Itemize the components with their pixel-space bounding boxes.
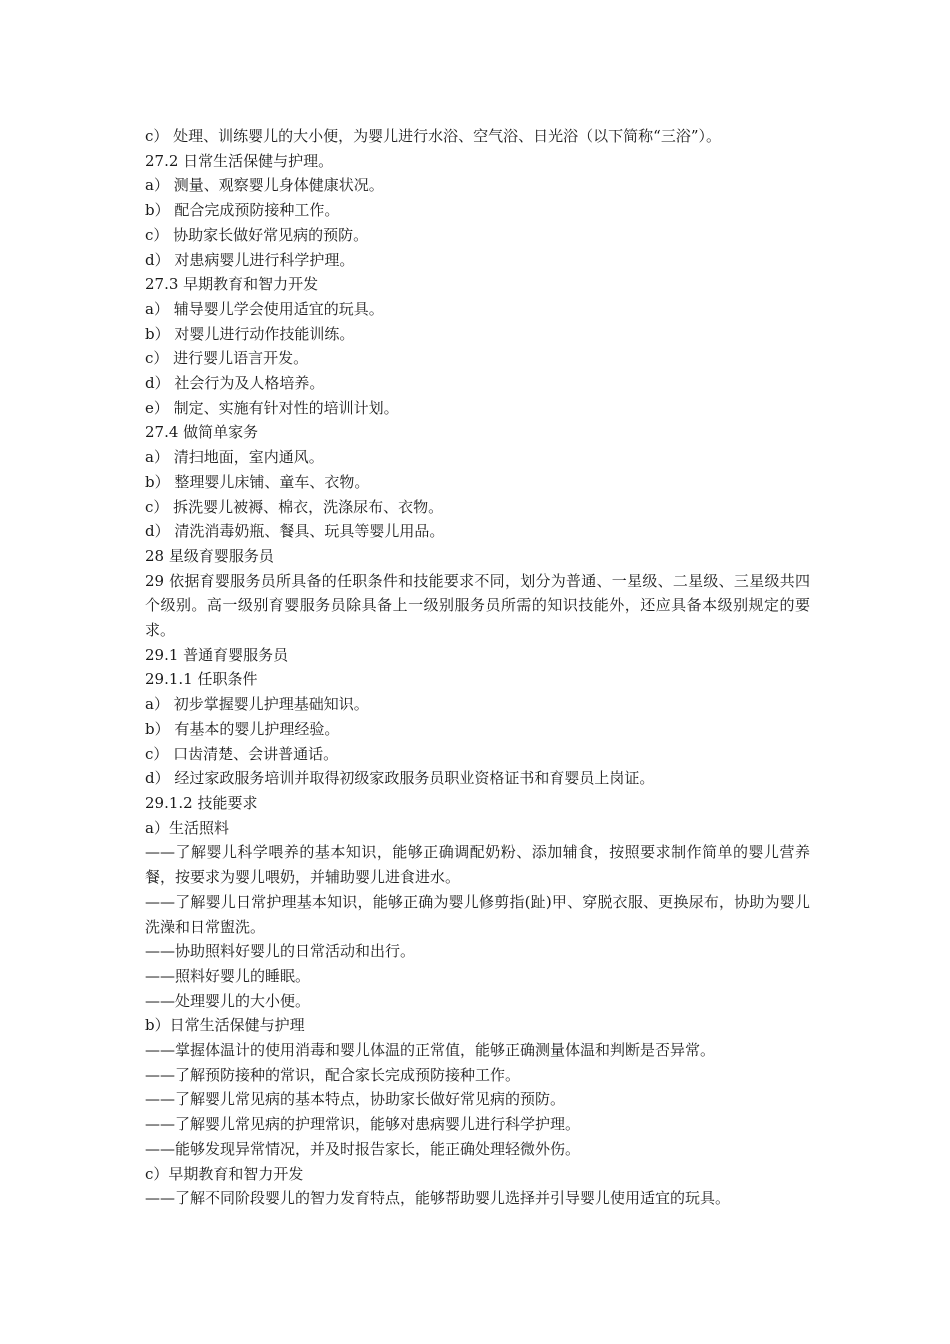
list-item: b） 整理婴儿床铺、童车、衣物。 — [145, 472, 370, 491]
list-item: b） 有基本的婴儿护理经验。 — [145, 719, 340, 738]
list-item: a） 初步掌握婴儿护理基础知识。 — [145, 695, 369, 714]
list-item: c） 拆洗婴儿被褥、棉衣，洗涤尿布、衣物。 — [145, 497, 444, 516]
list-item: c） 口齿清楚、会讲普通话。 — [145, 744, 339, 763]
section-heading: 27.4 做简单家务 — [145, 423, 259, 442]
list-item: a） 辅导婴儿学会使用适宜的玩具。 — [145, 299, 384, 318]
section-heading: 27.2 日常生活保健与护理。 — [145, 151, 334, 170]
list-item: ——能够发现异常情况，并及时报告家长，能正确处理轻微外伤。 — [145, 1139, 581, 1158]
paragraph: ——了解婴儿日常护理基本知识，能够正确为婴儿修剪指(趾)甲、穿脱衣服、更换尿布，协助为婴儿洗澡和日常盥洗。 — [145, 892, 810, 936]
list-item: a） 测量、观察婴儿身体健康状况。 — [145, 176, 384, 195]
list-item: b） 配合完成预防接种工作。 — [145, 201, 340, 220]
list-item: d） 社会行为及人格培养。 — [145, 374, 325, 393]
subsection-heading: c）早期教育和智力开发 — [145, 1164, 304, 1183]
list-item: e） 制定、实施有针对性的培训计划。 — [145, 398, 399, 417]
list-item: ——协助照料好婴儿的日常活动和出行。 — [145, 942, 416, 961]
list-item: ——掌握体温计的使用消毒和婴儿体温的正常值，能够正确测量体温和判断是否异常。 — [145, 1041, 716, 1060]
document-page — [145, 124, 810, 1211]
paragraph: 29 依据育婴服务员所具备的任职条件和技能要求不同，划分为普通、一星级、二星级、三星级共四个级别。高一级别育婴服务员除具备上一级别服务员所需的知识技能外，还应具备本级别规定的要求。 — [145, 571, 810, 640]
list-item: ——了解不同阶段婴儿的智力发育特点，能够帮助婴儿选择并引导婴儿使用适宜的玩具。 — [145, 1189, 731, 1208]
list-item: c） 协助家长做好常见病的预防。 — [145, 225, 369, 244]
text-line: c） 处理、训练婴儿的大小便，为婴儿进行水浴、空气浴、日光浴（以下简称“三浴”）。 — [145, 127, 722, 145]
list-item: b） 对婴儿进行动作技能训练。 — [145, 324, 355, 343]
list-item: ——照料好婴儿的睡眠。 — [145, 966, 311, 985]
section-heading: 29.1 普通育婴服务员 — [145, 645, 289, 664]
subsection-heading: b）日常生活保健与护理 — [145, 1016, 305, 1035]
section-heading: 28 星级育婴服务员 — [145, 546, 274, 565]
list-item: d） 清洗消毒奶瓶、餐具、玩具等婴儿用品。 — [145, 522, 445, 541]
list-item: d） 对患病婴儿进行科学护理。 — [145, 250, 355, 269]
list-item: ——处理婴儿的大小便。 — [145, 991, 311, 1010]
paragraph: ——了解婴儿科学喂养的基本知识，能够正确调配奶粉、添加辅食，按照要求制作简单的婴儿营养餐，按要求为婴儿喂奶，并辅助婴儿进食进水。 — [145, 843, 810, 887]
subsection-heading: a）生活照料 — [145, 818, 229, 837]
list-item: d） 经过家政服务培训并取得初级家政服务员职业资格证书和育婴员上岗证。 — [145, 769, 655, 788]
list-item: c） 进行婴儿语言开发。 — [145, 349, 309, 368]
list-item: ——了解婴儿常见病的基本特点，协助家长做好常见病的预防。 — [145, 1090, 566, 1109]
list-item: ——了解婴儿常见病的护理常识，能够对患病婴儿进行科学护理。 — [145, 1115, 581, 1134]
list-item: ——了解预防接种的常识，配合家长完成预防接种工作。 — [145, 1065, 521, 1084]
list-item: a） 清扫地面，室内通风。 — [145, 448, 324, 467]
section-heading: 29.1.2 技能要求 — [145, 793, 258, 812]
section-heading: 27.3 早期教育和智力开发 — [145, 275, 319, 294]
section-heading: 29.1.1 任职条件 — [145, 670, 258, 689]
